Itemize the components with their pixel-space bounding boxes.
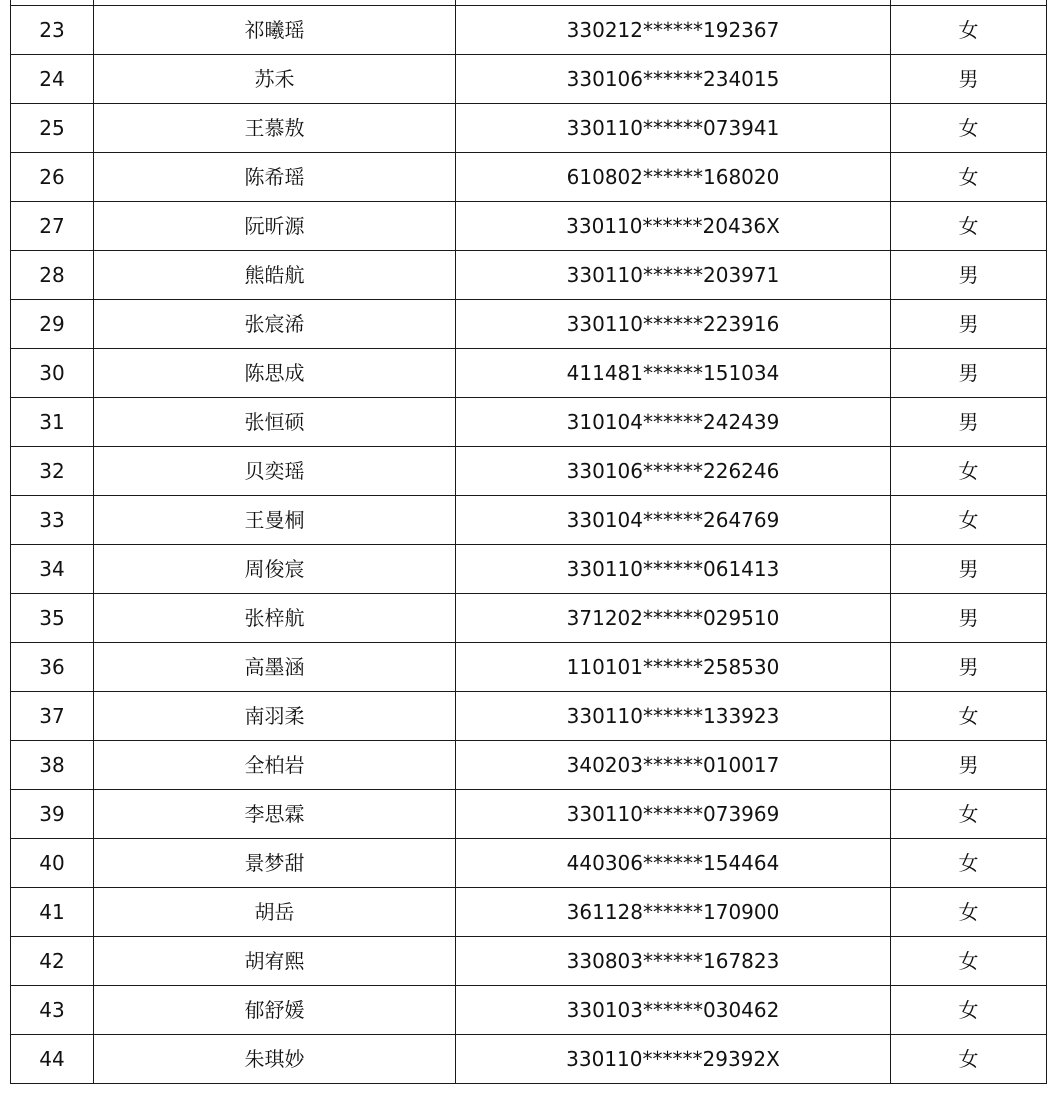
- cell-name: 南羽柔: [94, 692, 456, 741]
- table-row: [11, 251, 1047, 300]
- cell-name: 胡宥熙: [94, 937, 456, 986]
- cell-gender: 男: [891, 643, 1047, 692]
- cell-name: 李思霖: [94, 790, 456, 839]
- cell-name: 张恒硕: [94, 398, 456, 447]
- cell-gender: 男: [891, 55, 1047, 104]
- cell-gender: 女: [891, 496, 1047, 545]
- cell-name: 祁曦瑶: [94, 6, 456, 55]
- cell-number: 38: [11, 741, 94, 790]
- cell-gender: 女: [891, 839, 1047, 888]
- cell-gender: 女: [891, 104, 1047, 153]
- cell-number: 37: [11, 692, 94, 741]
- cell-id-number: 110101******258530: [456, 643, 891, 692]
- cell-number: 29: [11, 300, 94, 349]
- cell-id-number: 330110******073941: [456, 104, 891, 153]
- table-row: [11, 888, 1047, 937]
- roster-table: [10, 0, 1047, 1084]
- roster-body: [11, 0, 1047, 1084]
- cell-name: 胡岳: [94, 888, 456, 937]
- table-row: [11, 153, 1047, 202]
- cell-id-number: 371202******029510: [456, 594, 891, 643]
- cell-gender: 男: [891, 398, 1047, 447]
- cell-gender: 女: [891, 790, 1047, 839]
- table-row: [11, 692, 1047, 741]
- table-row: [11, 6, 1047, 55]
- cell-gender: 男: [891, 545, 1047, 594]
- cell-number: 31: [11, 398, 94, 447]
- cell-id-number: 610802******168020: [456, 153, 891, 202]
- cell-id-number: 330110******223916: [456, 300, 891, 349]
- cell-number: 35: [11, 594, 94, 643]
- cell-name: 张宸浠: [94, 300, 456, 349]
- table-row: [11, 496, 1047, 545]
- cell-id-number: 361128******170900: [456, 888, 891, 937]
- cell-name: 张梓航: [94, 594, 456, 643]
- cell-number: 43: [11, 986, 94, 1035]
- cell-id-number: 330110******073969: [456, 790, 891, 839]
- cell-number: 26: [11, 153, 94, 202]
- cell-name: 陈希瑶: [94, 153, 456, 202]
- table-row: [11, 1035, 1047, 1084]
- cell-number: 33: [11, 496, 94, 545]
- cell-name: 景梦甜: [94, 839, 456, 888]
- cell-gender: 女: [891, 202, 1047, 251]
- table-row: [11, 741, 1047, 790]
- table-row: [11, 643, 1047, 692]
- table-row: [11, 937, 1047, 986]
- cell-gender: 女: [891, 692, 1047, 741]
- cell-id-number: 330110******133923: [456, 692, 891, 741]
- cell-number: 39: [11, 790, 94, 839]
- cell-id-number: 440306******154464: [456, 839, 891, 888]
- cell-id-number: 330110******203971: [456, 251, 891, 300]
- cell-number: 40: [11, 839, 94, 888]
- cell-number: 32: [11, 447, 94, 496]
- cell-name: 王曼桐: [94, 496, 456, 545]
- cell-gender: 女: [891, 888, 1047, 937]
- cell-number: 41: [11, 888, 94, 937]
- cell-gender: 女: [891, 447, 1047, 496]
- cell-gender: 男: [891, 594, 1047, 643]
- cell-id-number: 411481******151034: [456, 349, 891, 398]
- cell-number: 34: [11, 545, 94, 594]
- table-row: [11, 839, 1047, 888]
- cell-number: 27: [11, 202, 94, 251]
- table-row: [11, 55, 1047, 104]
- cell-id-number: 330104******264769: [456, 496, 891, 545]
- cell-name: 阮昕源: [94, 202, 456, 251]
- cell-id-number: 330803******167823: [456, 937, 891, 986]
- cell-id-number: 340203******010017: [456, 741, 891, 790]
- cell-name: 周俊宸: [94, 545, 456, 594]
- cell-name: 熊皓航: [94, 251, 456, 300]
- cell-id-number: 330106******234015: [456, 55, 891, 104]
- cell-gender: 女: [891, 153, 1047, 202]
- roster-sheet: [10, 0, 1046, 1084]
- table-row: [11, 349, 1047, 398]
- cell-name: 郁舒媛: [94, 986, 456, 1035]
- cell-number: 42: [11, 937, 94, 986]
- cell-name: 朱琪妙: [94, 1035, 456, 1084]
- table-row: [11, 447, 1047, 496]
- cell-gender: 女: [891, 986, 1047, 1035]
- cell-name: 王慕敖: [94, 104, 456, 153]
- cell-gender: 女: [891, 1035, 1047, 1084]
- cell-number: 23: [11, 6, 94, 55]
- cell-number: 28: [11, 251, 94, 300]
- cell-gender: 男: [891, 300, 1047, 349]
- cell-id-number: 310104******242439: [456, 398, 891, 447]
- cell-name: 苏禾: [94, 55, 456, 104]
- table-row: [11, 790, 1047, 839]
- cell-gender: 男: [891, 349, 1047, 398]
- cell-name: 贝奕瑶: [94, 447, 456, 496]
- table-row: [11, 202, 1047, 251]
- table-row: [11, 986, 1047, 1035]
- cell-id-number: 330110******20436X: [456, 202, 891, 251]
- cell-gender: 男: [891, 251, 1047, 300]
- cell-id-number: 330106******226246: [456, 447, 891, 496]
- cell-number: 44: [11, 1035, 94, 1084]
- cell-name: 高墨涵: [94, 643, 456, 692]
- table-row: [11, 594, 1047, 643]
- table-row: [11, 300, 1047, 349]
- cell-id-number: 330110******29392X: [456, 1035, 891, 1084]
- cell-id-number: 330212******192367: [456, 6, 891, 55]
- cell-id-number: 330103******030462: [456, 986, 891, 1035]
- cell-number: 36: [11, 643, 94, 692]
- table-row: [11, 104, 1047, 153]
- cell-id-number: 330110******061413: [456, 545, 891, 594]
- table-row: [11, 398, 1047, 447]
- cell-gender: 男: [891, 741, 1047, 790]
- cell-number: 24: [11, 55, 94, 104]
- cell-number: 25: [11, 104, 94, 153]
- cell-gender: 女: [891, 6, 1047, 55]
- table-row: [11, 545, 1047, 594]
- cell-gender: 女: [891, 937, 1047, 986]
- cell-number: 30: [11, 349, 94, 398]
- cell-name: 陈思成: [94, 349, 456, 398]
- cell-name: 全柏岩: [94, 741, 456, 790]
